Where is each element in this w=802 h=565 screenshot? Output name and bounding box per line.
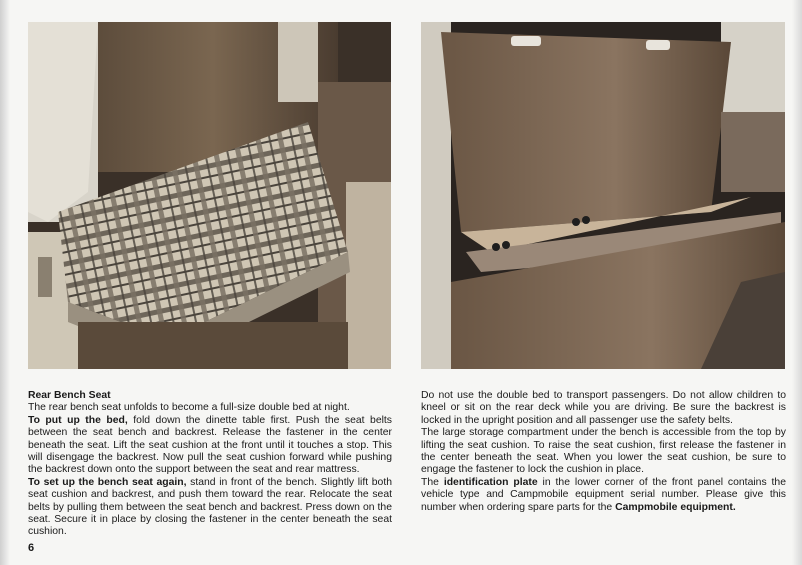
identification-paragraph (421, 477, 786, 514)
bench-instructions (28, 477, 392, 539)
bed-instructions-text: fold down the dinette table first. Push the seat belts between the seat bench and backrest. Release the fastener in the center beneath the seat. Lift the seat cushion at the front until it touches a stop. This will disengage the backrest. Now pull the seat cushion forward while pushing the backrest down onto the support between the seat and rear mattress. (28, 414, 392, 476)
intro-text: The rear bench seat unfolds to become a full-size double bed at night. (28, 402, 350, 414)
page-gutter-left (0, 0, 10, 565)
bench-instructions-text: stand in front of the bench. Slightly lift both seat cushion and backrest, and push them toward the rear. Relocate the seat belts by pulling them between the seat bench and backrest. Press down on the seat. Secure it in place by closing the fastener in the center beneath the seat cushion. (28, 476, 392, 538)
bed-instructions (28, 415, 392, 477)
section-heading: Rear Bench Seat (28, 390, 111, 401)
left-text-column (28, 390, 392, 539)
page-gutter-right (792, 0, 802, 565)
identification-plate-label: identification plate (443, 476, 538, 488)
bed-instructions-label: To put up the bed, (28, 414, 128, 426)
page-number: 6 (28, 542, 35, 554)
identification-text: in the lower corner of the front panel contains the vehicle type and Campmobile equipment serial number. Please give this number when ordering spare parts for the (421, 476, 786, 513)
bed-photo (28, 22, 391, 369)
right-text-column (421, 390, 786, 514)
campmobile-equipment-label: Campmobile equipment. (615, 501, 736, 513)
identification-pre: The (421, 476, 444, 488)
bench-instructions-label: To set up the bench seat again, (28, 476, 187, 488)
safety-paragraph: Do not use the double bed to transport passengers. Do not allow children to kneel or sit on the rear deck while you are driving. Be sure the backrest is locked in the upright position and all passenger use the safety belts. (421, 390, 786, 426)
storage-compartment-photo (421, 22, 785, 369)
storage-paragraph: The large storage compartment under the bench is accessible from the top by lifting the seat cushion. To raise the seat cushion, first release the fastener in the center beneath the seat. When you lower the seat cushion, be sure to engage the fastener to lock the cushion in place. (421, 427, 786, 476)
intro-paragraph (28, 402, 392, 414)
